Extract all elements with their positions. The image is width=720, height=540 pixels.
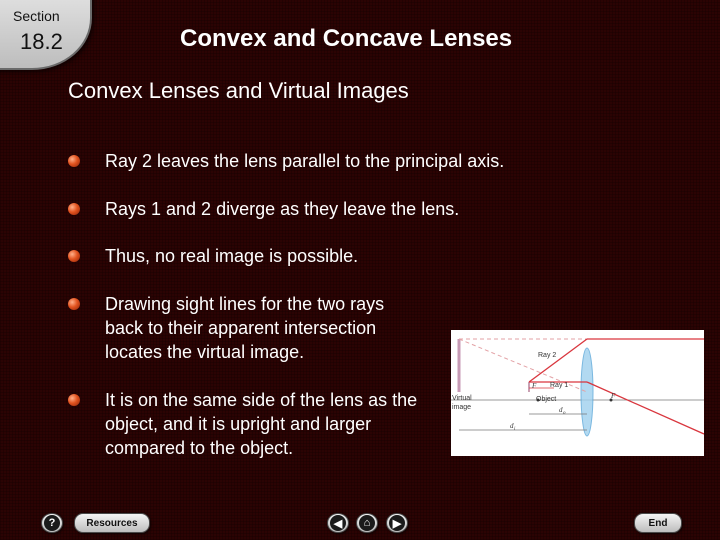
lens-ray-diagram (451, 330, 704, 456)
end-button[interactable]: End (634, 513, 682, 533)
section-number: 18.2 (20, 29, 63, 54)
arrow-right-icon: ▶ (389, 515, 405, 531)
section-tab (0, 0, 92, 70)
bullet-dot-icon (68, 394, 80, 406)
virtual-image-label-line1: Virtual (452, 395, 472, 402)
home-button[interactable] (356, 513, 378, 533)
bullet-dot-icon (68, 298, 80, 310)
help-button[interactable] (41, 513, 63, 533)
object-label: Object (536, 396, 557, 403)
ray-2-incident (529, 339, 587, 382)
image-distance-label: d (510, 422, 514, 430)
bullet-text: Thus, no real image is possible. (105, 246, 359, 266)
section-label: Section (13, 8, 60, 24)
help-icon: ? (44, 515, 60, 531)
object-distance-subscript: o (563, 411, 566, 416)
focal-left-label: F (532, 382, 537, 390)
navigation-bar (0, 510, 720, 536)
ray-2-label: Ray 2 (538, 352, 557, 359)
virtual-image-label-line2: image (452, 404, 472, 411)
ray-1-label: Ray 1 (550, 382, 569, 389)
next-button[interactable] (386, 513, 408, 533)
resources-button[interactable]: Resources (74, 513, 150, 533)
arrow-left-icon: ◀ (330, 515, 346, 531)
bullet-text: Ray 2 leaves the lens parallel to the principal axis. (105, 151, 505, 171)
image-distance-subscript: i (514, 427, 516, 432)
object-distance-label: d (559, 406, 563, 414)
bullet-dot-icon (68, 203, 80, 215)
previous-button[interactable] (327, 513, 349, 533)
home-icon: ⌂ (359, 515, 375, 531)
focal-right-label: F (611, 392, 616, 400)
bullet-text: Rays 1 and 2 diverge as they leave the lens. (105, 199, 460, 219)
slide-title-text: Convex and Concave Lenses (180, 25, 513, 52)
bullet-dot-icon (68, 250, 80, 262)
ray-1-refracted (587, 382, 704, 434)
bullet-dot-icon (68, 155, 80, 167)
ray-diagram-svg (451, 330, 704, 456)
bullet-text: It is on the same side of the lens as the object, and it is upright and larger compared to the object. (105, 390, 418, 458)
subtitle: Convex Lenses and Virtual Images (68, 78, 409, 103)
bullet-text: Drawing sight lines for the two rays back to their apparent intersection locates the virtual image. (105, 294, 385, 362)
